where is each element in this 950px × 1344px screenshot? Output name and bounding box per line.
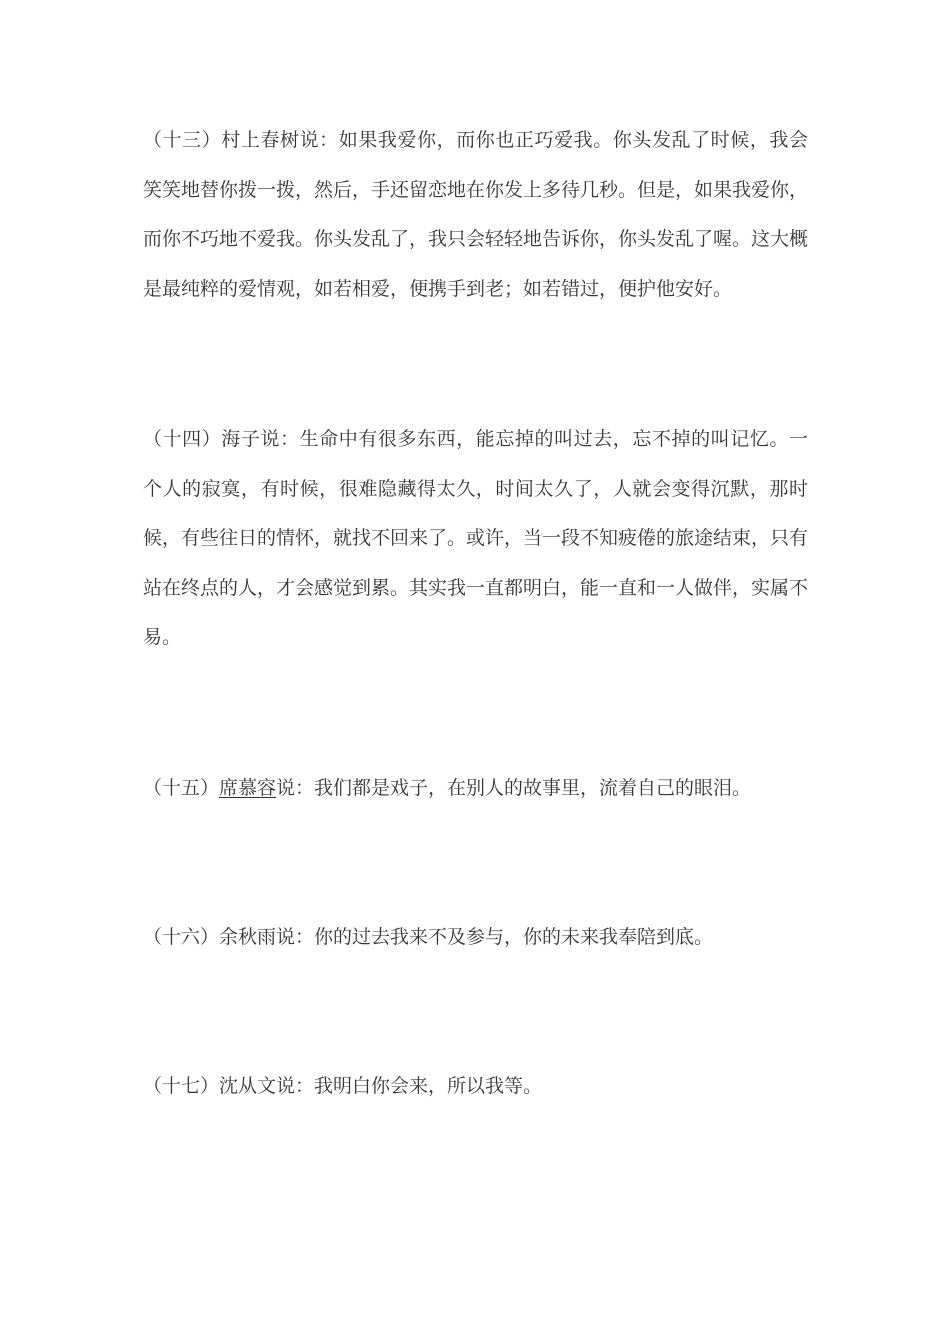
quote-body: 如果我爱你，而你也正巧爱我。你头发乱了时候，我会笑笑地替你拨一拨，然后，手还留恋地在你发上多待几秒。但是，如果我爱你，而你不巧地不爱我。你头发乱了，我只会轻轻地告诉你，你头发乱了喔。这大概是最纯粹的爱情观，如若相爱，便携手到老；如若错过，便护他安好。: [143, 129, 809, 300]
quote-paragraph-15: [143, 764, 808, 814]
author-link[interactable]: 席慕容: [219, 777, 277, 799]
quote-prefix: （十四）海子说：: [143, 428, 300, 450]
quote-prefix: （十三）村上春树说：: [143, 129, 339, 151]
quote-paragraph-16: [143, 913, 808, 963]
quote-paragraph-17: [143, 1062, 808, 1112]
quote-prefix: （十七）沈从文说：: [143, 1075, 315, 1097]
quote-body: 生命中有很多东西，能忘掉的叫过去，忘不掉的叫记忆。一个人的寂寞，有时候，很难隐藏得太久，时间太久了，人就会变得沉默，那时候，有些往日的情怀，就找不回来了。或许，当一段不知疲倦的旅途结束，只有站在终点的人，才会感觉到累。其实我一直都明白，能一直和一人做伴，实属不易。: [143, 428, 809, 648]
quote-body: 你的过去我来不及参与，你的未来我奉陪到底。: [314, 926, 714, 948]
quote-paragraph-14: [143, 415, 808, 663]
quote-prefix: （十六）余秋雨说：: [143, 926, 315, 948]
quote-prefix: （十五）: [143, 777, 220, 799]
quote-body: 我明白你会来，所以我等。: [314, 1075, 543, 1097]
quote-body: 说：我们都是戏子，在别人的故事里，流着自己的眼泪。: [276, 777, 752, 799]
quote-paragraph-13: [143, 116, 808, 314]
